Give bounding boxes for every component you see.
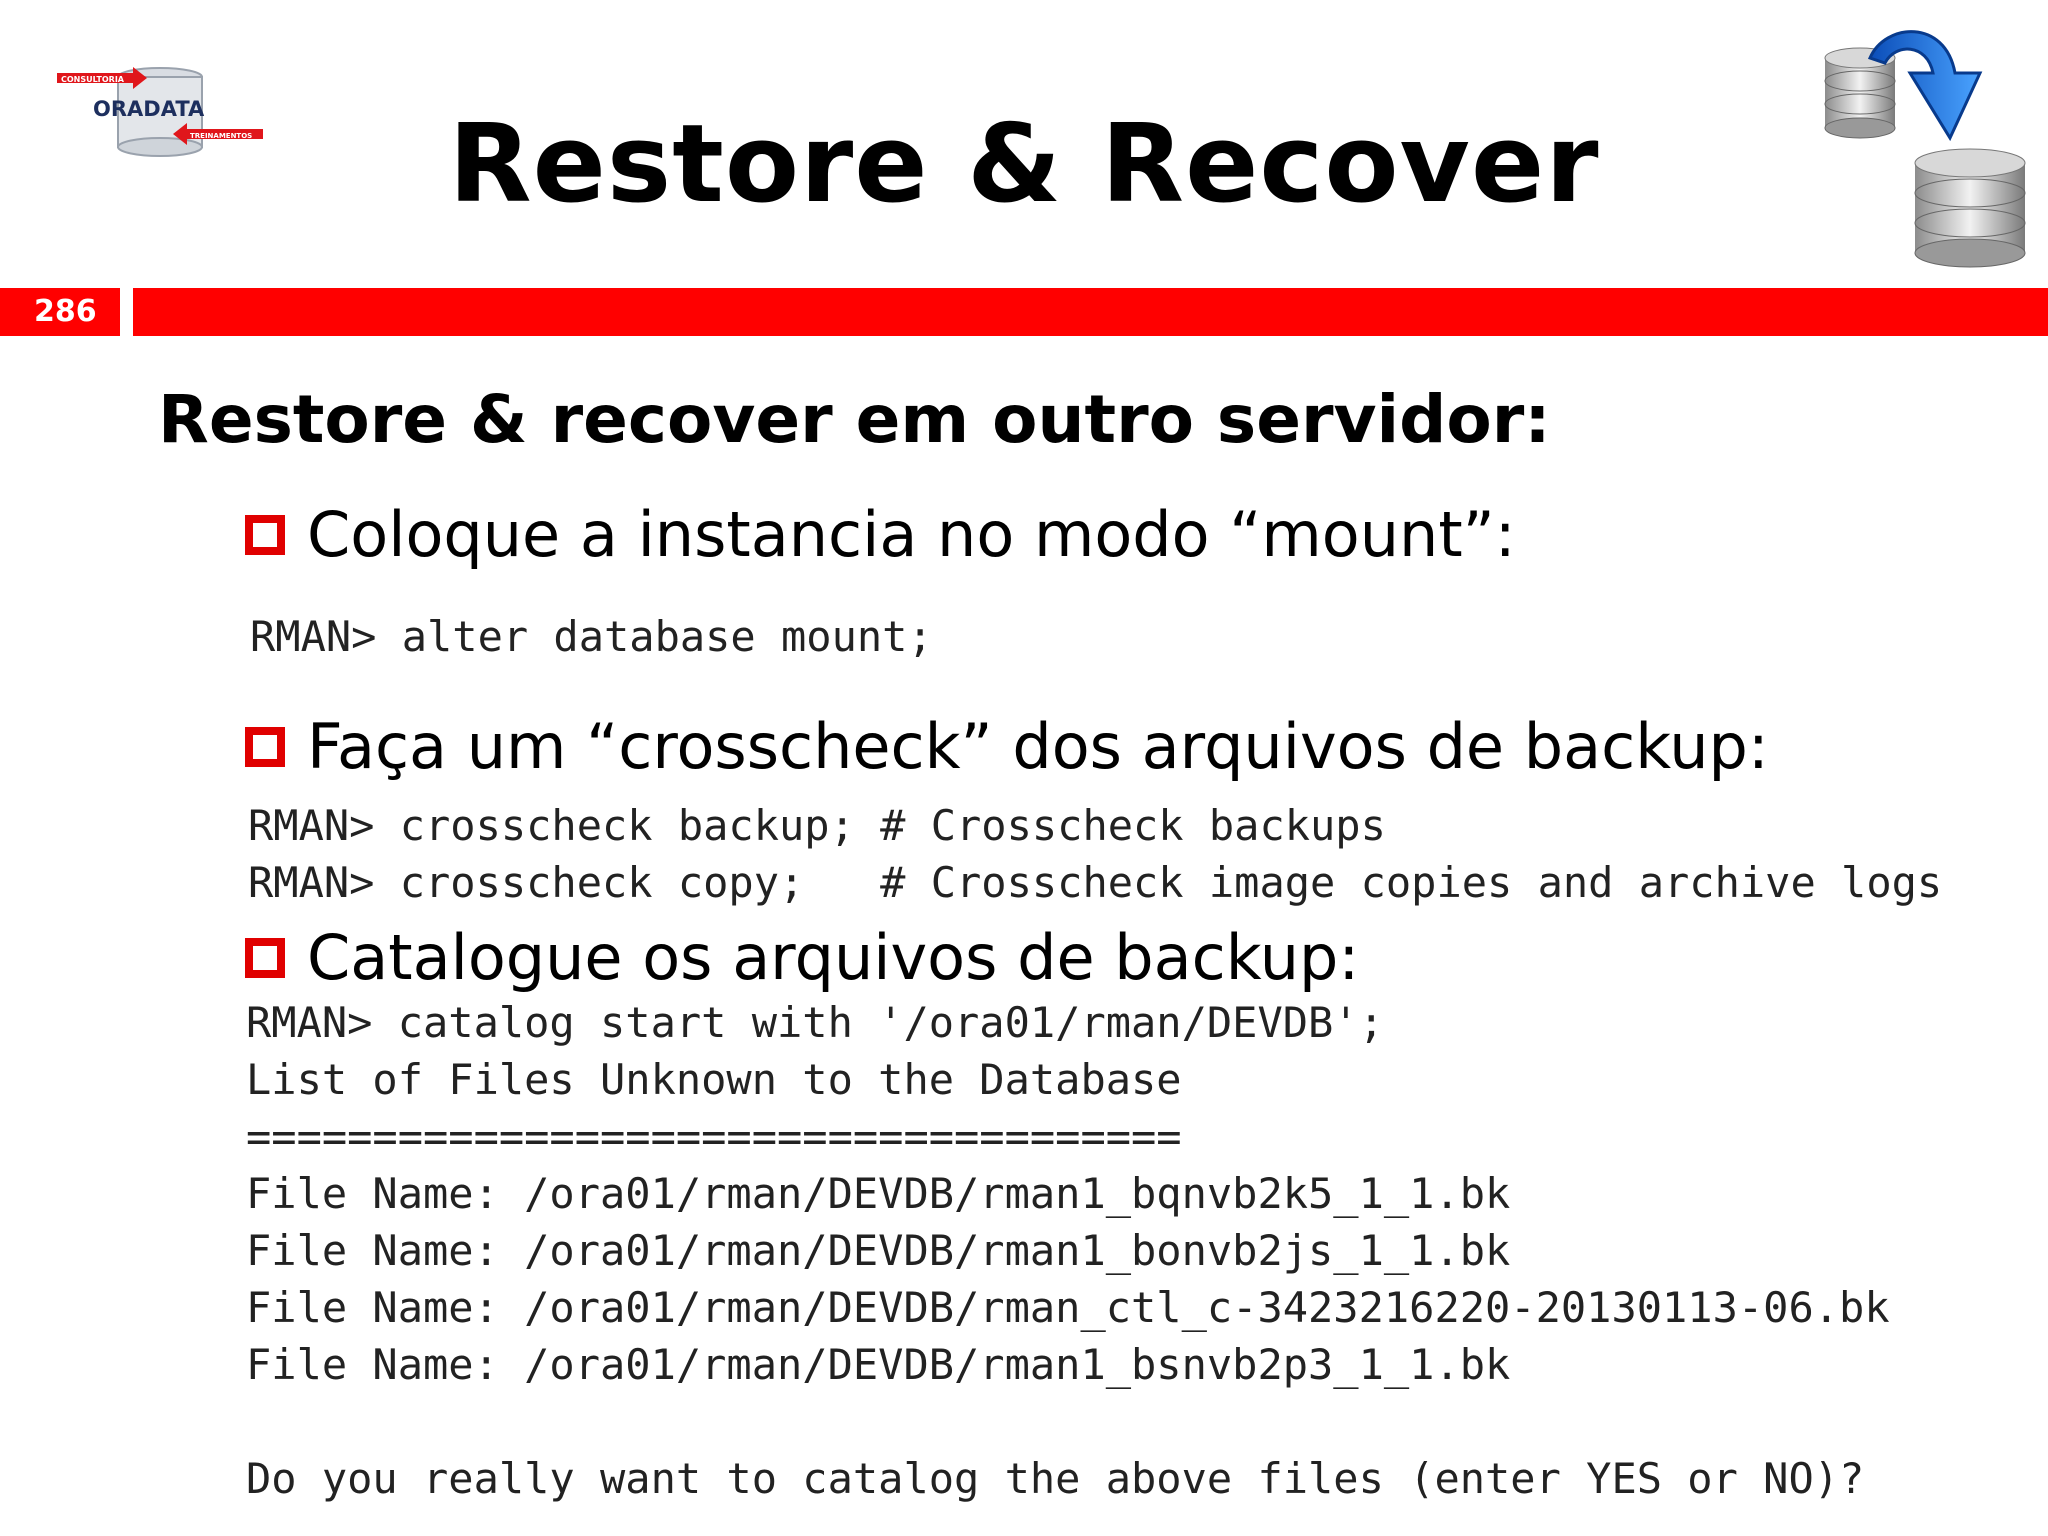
bullet-text: Catalogue os arquivos de backup: [307, 921, 1360, 994]
code-block-catalog [246, 994, 1890, 1507]
bullet-catalog [245, 920, 1359, 996]
slide-title: Restore & Recover [448, 102, 1600, 227]
page-number: 286 [0, 288, 120, 336]
section-heading: Restore & recover em outro servidor: [158, 381, 1551, 458]
bullet-square-icon [245, 515, 285, 555]
code-line: RMAN> catalog start with '/ora01/rman/DEVDB'; [246, 998, 1384, 1047]
code-line: RMAN> alter database mount; [250, 612, 933, 661]
code-block-crosscheck [248, 797, 1942, 911]
bullet-mount [245, 497, 1516, 573]
code-line: RMAN> crosscheck copy; # Crosscheck image copies and archive logs [248, 858, 1943, 907]
logo-bottom-tag: TREINAMENTOS [190, 132, 253, 140]
bullet-crosscheck [245, 709, 1769, 785]
code-line: File Name: /ora01/rman/DEVDB/rman1_bsnvb2p3_1_1.bk [246, 1340, 1511, 1389]
bullet-text: Faça um “crosscheck” dos arquivos de backup: [307, 710, 1769, 783]
code-line: ===================================== [246, 1112, 1182, 1161]
bullet-square-icon [245, 938, 285, 978]
code-line: File Name: /ora01/rman/DEVDB/rman_ctl_c-3423216220-20130113-06.bk [246, 1283, 1890, 1332]
code-line: List of Files Unknown to the Database [246, 1055, 1182, 1104]
code-line: File Name: /ora01/rman/DEVDB/rman1_bqnvb2k5_1_1.bk [246, 1169, 1511, 1218]
title-divider-bar [133, 288, 2048, 336]
code-line: RMAN> crosscheck backup; # Crosscheck backups [248, 801, 1386, 850]
logo-name: ORADATA [93, 97, 205, 121]
code-line: Do you really want to catalog the above files (enter YES or NO)? [246, 1454, 1865, 1503]
code-line: File Name: /ora01/rman/DEVDB/rman1_bonvb2js_1_1.bk [246, 1226, 1511, 1275]
code-block-mount [250, 608, 933, 665]
bullet-square-icon [245, 727, 285, 767]
logo-top-tag: CONSULTORIA [61, 75, 124, 84]
bullet-text: Coloque a instancia no modo “mount”: [307, 498, 1516, 571]
